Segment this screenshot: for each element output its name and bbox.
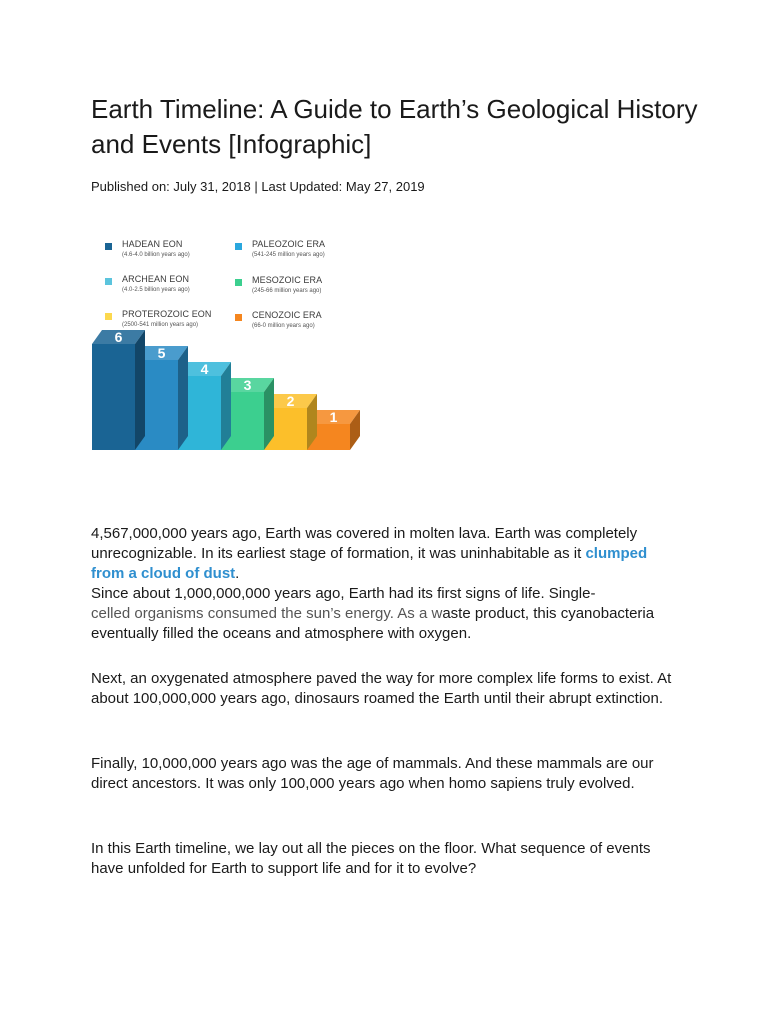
- legend-range: (4.0-2.5 billion years ago): [122, 287, 190, 293]
- legend-range: (4.6-4.0 billion years ago): [122, 252, 190, 258]
- paragraph-text: 4,567,000,000 years ago, Earth was covered in molten lava. Earth was completely unrecognizable. In its earliest stage of formation, it was uninhabitable as it: [91, 525, 638, 562]
- infographic-legend: [105, 239, 375, 339]
- bar-side: [221, 362, 231, 450]
- bar-side: [135, 330, 145, 450]
- legend-swatch: [235, 314, 242, 321]
- bar-side: [178, 346, 188, 450]
- chart-bar-6: [92, 329, 145, 450]
- paragraph-timeline: In this Earth timeline, we lay out all the pieces on the floor. What sequence of events have unfolded for Earth to support life and for it to evolve?: [91, 840, 651, 877]
- legend-label: PALEOZOIC ERA: [252, 239, 326, 249]
- bar-label-3: 3: [243, 377, 252, 393]
- publish-date: Published on: July 31, 2018 | Last Updated: May 27, 2019: [91, 179, 425, 194]
- stair-bar-chart: [90, 329, 370, 454]
- paragraph-text: aste product, this cyanobacteria eventually filled the oceans and atmosphere with oxygen.: [91, 605, 655, 642]
- bar-label-5: 5: [157, 345, 166, 361]
- bar-label-2: 2: [286, 393, 295, 409]
- legend-swatch: [105, 278, 112, 285]
- legend-swatch: [105, 243, 112, 250]
- legend-range: (541-245 million years ago): [252, 252, 325, 258]
- legend-label: PROTEROZOIC EON: [122, 309, 212, 319]
- bar-label-6: 6: [114, 329, 123, 345]
- paragraph-intro: [91, 524, 681, 644]
- article-title: Earth Timeline: A Guide to Earth’s Geological History and Events [Infographic]: [91, 94, 698, 159]
- paragraph-text: celled organisms consumed the sun’s energy. As a w: [91, 605, 443, 622]
- legend-swatch: [235, 243, 242, 250]
- legend-swatch: [105, 313, 112, 320]
- legend-label: MESOZOIC ERA: [252, 275, 323, 285]
- legend-range: (245-66 million years ago): [252, 288, 322, 294]
- legend-range: (2500-541 million years ago): [122, 322, 199, 328]
- bar-label-1: 1: [329, 409, 338, 425]
- paragraph-mammals: Finally, 10,000,000 years ago was the age of mammals. And these mammals are our direct ancestors. It was only 100,000 years ago when homo sapiens truly evolved.: [91, 755, 654, 792]
- bar-label-4: 4: [200, 361, 209, 377]
- paragraph-text: Since about 1,000,000,000 years ago, Earth had its first signs of life. Single-: [91, 585, 596, 602]
- bar-front: [92, 344, 135, 450]
- paragraph-oxygen: Next, an oxygenated atmosphere paved the way for more complex life forms to exist. At about 100,000,000 years ago, dinosaurs roamed the Earth until their abrupt extinction.: [91, 670, 672, 707]
- legend-label: CENOZOIC ERA: [252, 310, 322, 320]
- legend-swatch: [235, 279, 242, 286]
- cloud-of-dust-link[interactable]: clumped from a cloud of dust: [91, 545, 648, 582]
- legend-range: (66-0 million years ago): [252, 323, 315, 329]
- legend-label: HADEAN EON: [122, 239, 183, 249]
- paragraph-text: .: [235, 565, 240, 582]
- legend-label: ARCHEAN EON: [122, 274, 190, 284]
